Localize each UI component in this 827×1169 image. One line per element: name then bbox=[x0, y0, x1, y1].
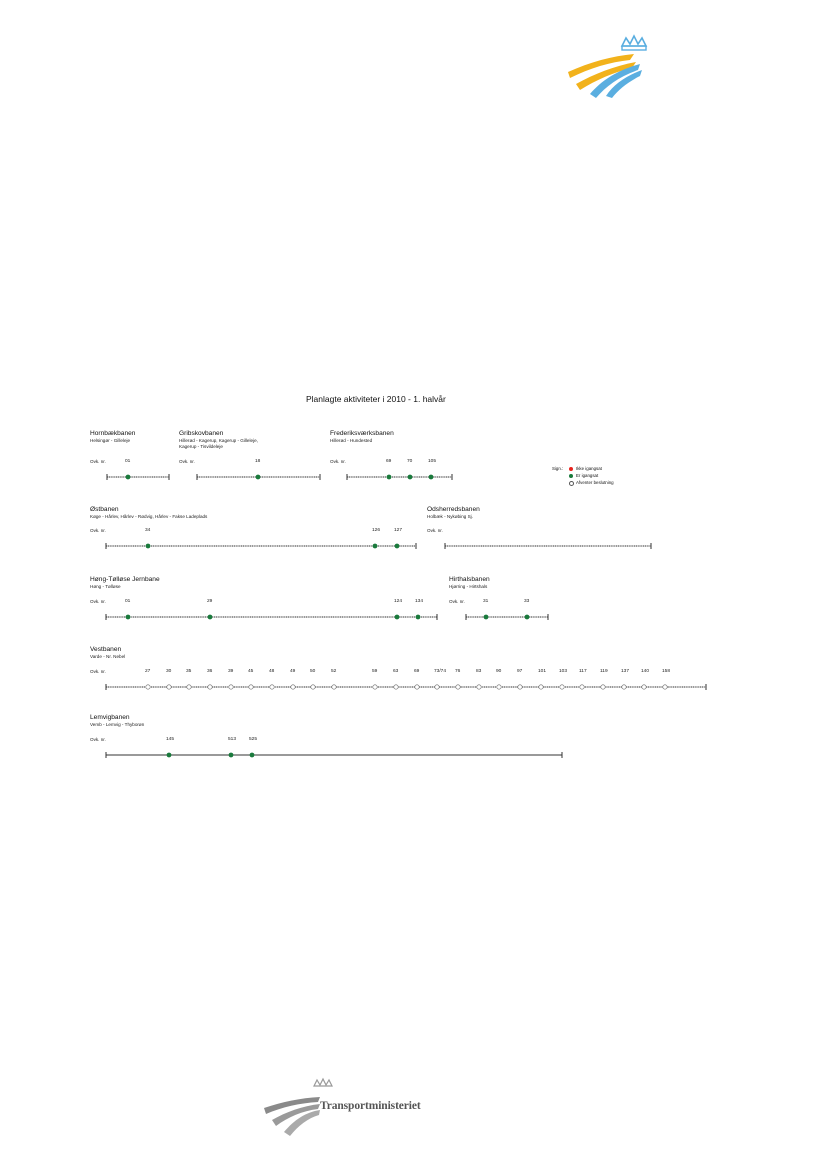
marker-label: 124 bbox=[394, 599, 403, 604]
line-name: Lemvigbanen bbox=[90, 714, 130, 721]
marker-green-dot bbox=[250, 753, 255, 758]
marker-label: 97 bbox=[517, 669, 523, 674]
line-name: Hirthalsbanen bbox=[449, 576, 490, 583]
ovk-label: Ovk. nr. bbox=[90, 528, 106, 533]
marker-label: 48 bbox=[269, 669, 275, 674]
ovk-label: Ovk. nr. bbox=[90, 669, 106, 674]
marker-label: 29 bbox=[207, 599, 213, 604]
marker-label: 145 bbox=[166, 737, 175, 742]
marker-open-dot bbox=[249, 685, 253, 689]
legend-label-open: Afventer beslutning bbox=[576, 480, 614, 485]
marker-label: 18 bbox=[255, 459, 261, 464]
marker-label: 50 bbox=[310, 669, 316, 674]
marker-label: 27 bbox=[145, 669, 151, 674]
marker-label: 513 bbox=[228, 737, 237, 742]
marker-label: 137 bbox=[621, 669, 630, 674]
marker-green-dot bbox=[408, 475, 413, 480]
marker-open-dot bbox=[229, 685, 233, 689]
line-name: Gribskovbanen bbox=[179, 430, 224, 437]
marker-label: 127 bbox=[394, 528, 403, 533]
marker-label: 73/74 bbox=[434, 669, 447, 674]
marker-label: 70 bbox=[407, 459, 413, 464]
marker-open-dot bbox=[497, 685, 501, 689]
legend-title: Sign.: bbox=[552, 466, 564, 471]
marker-label: 34 bbox=[145, 528, 151, 533]
marker-open-dot bbox=[146, 685, 150, 689]
marker-label: 01 bbox=[125, 459, 131, 464]
marker-green-dot bbox=[484, 615, 489, 620]
marker-green-dot bbox=[387, 475, 392, 480]
marker-label: 49 bbox=[290, 669, 296, 674]
marker-open-dot bbox=[560, 685, 564, 689]
marker-open-dot bbox=[663, 685, 667, 689]
track-line bbox=[0, 540, 827, 552]
marker-label: 117 bbox=[579, 669, 587, 674]
ovk-label: Ovk. nr. bbox=[179, 459, 195, 464]
line-name: Hornbækbanen bbox=[90, 430, 136, 437]
line-route: Høng - Tølløse bbox=[90, 584, 121, 589]
marker-open-dot bbox=[415, 685, 419, 689]
marker-open-dot bbox=[622, 685, 626, 689]
marker-label: 158 bbox=[662, 669, 671, 674]
marker-label: 140 bbox=[641, 669, 650, 674]
line-route: Vemb - Lemvig - Thyborøn bbox=[90, 722, 145, 727]
marker-label: 63 bbox=[393, 669, 399, 674]
marker-label: 69 bbox=[414, 669, 420, 674]
marker-label: 52 bbox=[331, 669, 337, 674]
marker-label: 101 bbox=[538, 669, 547, 674]
marker-open-dot bbox=[539, 685, 543, 689]
marker-label: 90 bbox=[496, 669, 502, 674]
marker-open-dot bbox=[373, 685, 377, 689]
logo-top bbox=[560, 34, 656, 98]
marker-open-dot bbox=[167, 685, 171, 689]
marker-label: 105 bbox=[428, 459, 437, 464]
line-name: Høng-Tølløse Jernbane bbox=[90, 576, 160, 583]
marker-open-dot bbox=[642, 685, 646, 689]
marker-open-dot bbox=[208, 685, 212, 689]
legend-label-red: Ikke igangsat bbox=[576, 466, 602, 471]
marker-label: 126 bbox=[372, 528, 381, 533]
crown-wings-logo-icon bbox=[560, 34, 656, 98]
marker-green-dot bbox=[429, 475, 434, 480]
marker-open-dot bbox=[270, 685, 274, 689]
footer-logo bbox=[262, 1078, 482, 1136]
ovk-label: Ovk. nr. bbox=[449, 599, 465, 604]
marker-label: 30 bbox=[166, 669, 172, 674]
marker-open-dot bbox=[435, 685, 439, 689]
marker-label: 525 bbox=[249, 737, 258, 742]
track-line bbox=[0, 681, 827, 693]
marker-open-dot bbox=[394, 685, 398, 689]
line-name: Frederiksværksbanen bbox=[330, 430, 394, 437]
page-title: Planlagte aktiviteter i 2010 - 1. halvår bbox=[306, 394, 446, 404]
marker-open-dot bbox=[332, 685, 336, 689]
marker-open-dot bbox=[580, 685, 584, 689]
line-name: Vestbanen bbox=[90, 646, 122, 653]
marker-green-dot bbox=[229, 753, 234, 758]
line-route: Hjørring - Hirtshals bbox=[449, 584, 488, 589]
track-line bbox=[0, 749, 827, 761]
marker-label: 01 bbox=[125, 599, 131, 604]
line-route: Holbæk - Nykøbing Sj. bbox=[427, 514, 473, 519]
marker-label: 83 bbox=[476, 669, 482, 674]
marker-open-dot bbox=[187, 685, 191, 689]
ovk-label: Ovk. nr. bbox=[427, 528, 443, 533]
legend-label-green: Er igangsat bbox=[576, 473, 599, 478]
marker-label: 69 bbox=[386, 459, 392, 464]
marker-label: 76 bbox=[455, 669, 461, 674]
line-name: Odsherredsbanen bbox=[427, 506, 480, 513]
marker-label: 39 bbox=[228, 669, 234, 674]
marker-label: 59 bbox=[372, 669, 378, 674]
line-route: Varde - Nr. Nebel bbox=[90, 654, 126, 659]
marker-label: 31 bbox=[483, 599, 489, 604]
marker-open-dot bbox=[477, 685, 481, 689]
marker-label: 134 bbox=[415, 599, 424, 604]
marker-green-dot bbox=[525, 615, 530, 620]
line-name: Østbanen bbox=[90, 506, 119, 513]
marker-label: 119 bbox=[600, 669, 608, 674]
track-line bbox=[0, 611, 827, 623]
marker-open-dot bbox=[456, 685, 460, 689]
ovk-label: Ovk. nr. bbox=[90, 459, 106, 464]
ovk-label: Ovk. nr. bbox=[90, 737, 106, 742]
marker-label: 33 bbox=[524, 599, 530, 604]
line-route: Hillerød - Kagerup, Kagerup - Gilleleje, Kagerup - Tisvildeleje bbox=[179, 438, 258, 449]
marker-open-dot bbox=[518, 685, 522, 689]
line-route: Køge - Hårlev, Hårlev - Rødvig, Hårlev - Fakse Ladeplads bbox=[90, 514, 208, 519]
line-route: Helsingør - Gilleleje bbox=[90, 438, 131, 443]
marker-open-dot bbox=[291, 685, 295, 689]
track-line bbox=[0, 471, 827, 483]
ovk-label: Ovk. nr. bbox=[330, 459, 346, 464]
marker-green-dot bbox=[167, 753, 172, 758]
marker-label: 45 bbox=[248, 669, 254, 674]
line-route: Hillerød - Hundested bbox=[330, 438, 373, 443]
marker-open-dot bbox=[311, 685, 315, 689]
marker-label: 36 bbox=[207, 669, 213, 674]
marker-open-dot bbox=[601, 685, 605, 689]
footer-brand: Transportministeriet bbox=[320, 1100, 421, 1112]
marker-label: 35 bbox=[186, 669, 192, 674]
ovk-label: Ovk. nr. bbox=[90, 599, 106, 604]
footer-wings-icon bbox=[262, 1078, 322, 1136]
marker-label: 103 bbox=[559, 669, 568, 674]
